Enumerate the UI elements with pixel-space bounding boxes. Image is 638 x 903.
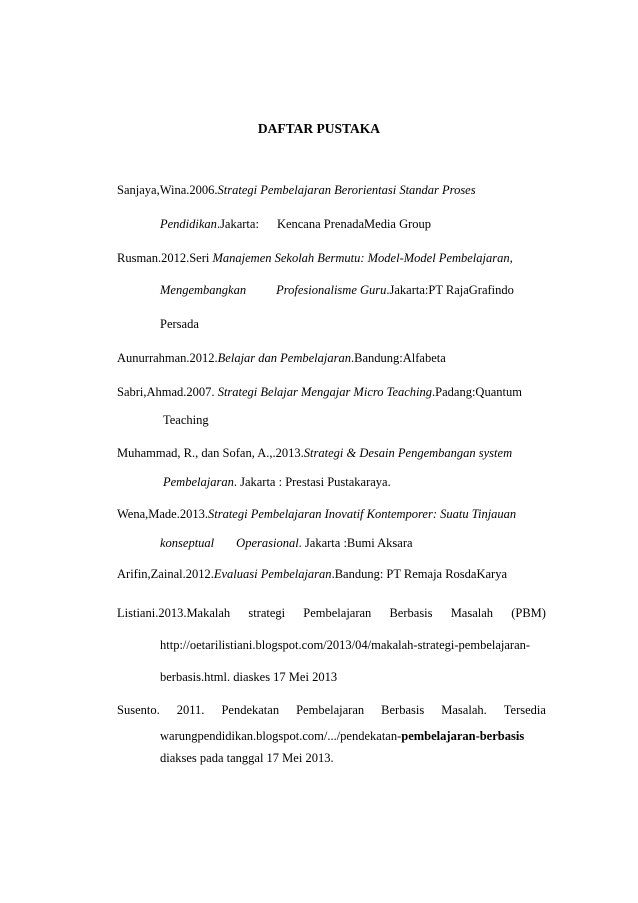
reference-7-line-1 [117, 566, 507, 582]
reference-7-publisher: .Bandung: PT Remaja RosdaKarya [331, 567, 507, 581]
reference-3-author-year: Aunurrahman.2012. [117, 351, 218, 365]
reference-3-title: Belajar dan Pembelajaran [217, 351, 351, 365]
reference-6-publisher: . Jakarta :Bumi Aksara [298, 536, 413, 550]
reference-1-line-1 [117, 182, 476, 198]
reference-6-line-1 [117, 506, 516, 522]
reference-8-word: Pembelajaran [303, 606, 372, 620]
reference-6-author-year: Wena,Made.2013. [117, 507, 208, 521]
reference-9-word: Berbasis [381, 703, 425, 717]
reference-8-word: Listiani.2013.Makalah [117, 606, 231, 620]
reference-8-word: Berbasis [389, 606, 433, 620]
reference-7-author-year: Arifin,Zainal.2012. [117, 567, 214, 581]
reference-9-access-date: diakses pada tanggal 17 Mei 2013. [160, 751, 334, 765]
reference-5-title-cont: Pembelajaran [163, 475, 234, 489]
reference-9-url: warungpendidikan.blogspot.com/.../pendekatan- [160, 729, 402, 743]
reference-5-publisher: . Jakarta : Prestasi Pustakaraya. [233, 475, 391, 489]
reference-1-line-2 [160, 216, 431, 232]
reference-5-author-year: Muhammad, R., dan Sofan, A.,.2013. [117, 446, 304, 460]
reference-3-line-1 [117, 350, 446, 366]
reference-1-title-cont: Pendidikan [160, 217, 217, 231]
reference-4-author-year: Sabri,Ahmad.2007. [117, 385, 218, 399]
reference-8-word: Masalah [450, 606, 494, 620]
reference-8-word: (PBM) [511, 606, 546, 620]
reference-8-url: http://oetarilistiani.blogspot.com/2013/04/makalah-strategi-pembelajaran- [160, 638, 531, 652]
reference-9-word: 2011. [176, 703, 205, 717]
reference-6-title-cont-a: konseptual [160, 536, 215, 550]
reference-9-word: Tersedia [503, 703, 546, 717]
reference-8-line-2 [160, 637, 530, 653]
reference-8-word: strategi [248, 606, 286, 620]
reference-9-url-bold: pembelajaran-berbasis [401, 729, 525, 743]
reference-2-title-cont-b: Profesionalisme Guru [276, 283, 387, 297]
reference-4-line-2 [163, 412, 209, 428]
reference-5-line-2 [163, 474, 391, 490]
reference-9-line-1 [117, 702, 546, 718]
reference-4-title: Strategi Belajar Mengajar Micro Teaching [217, 385, 433, 399]
reference-1-city: .Jakarta: [216, 217, 259, 231]
reference-4-line-1 [117, 384, 522, 400]
reference-2-title-cont-a: Mengembangkan [160, 283, 247, 297]
reference-5-title: Strategi & Desain Pengembangan system [303, 446, 513, 460]
reference-8-line-1 [117, 605, 546, 621]
reference-7-title: Evaluasi Pembelajaran [213, 567, 332, 581]
reference-6-title: Strategi Pembelajaran Inovatif Kontemporer: Suatu Tinjauan [207, 507, 517, 521]
reference-1-title: Strategi Pembelajaran Berorientasi Standar Proses [217, 183, 476, 197]
reference-9-word: Masalah. [441, 703, 487, 717]
reference-9-word: Susento. [117, 703, 160, 717]
reference-6-title-cont-b: Operasional [236, 536, 299, 550]
reference-4-publisher-cont: Teaching [163, 413, 209, 427]
reference-2-line-1 [117, 250, 513, 266]
reference-2-title: Manajemen Sekolah Bermutu: Model-Model Pembelajaran, [212, 251, 513, 265]
reference-2-line-3 [160, 316, 199, 332]
reference-3-publisher: .Bandung:Alfabeta [351, 351, 446, 365]
reference-1-author-year: Sanjaya,Wina.2006. [117, 183, 218, 197]
reference-2-publisher-cont: Persada [160, 317, 199, 331]
reference-2-line-2 [160, 282, 514, 298]
page-title: DAFTAR PUSTAKA [257, 121, 381, 136]
reference-2-author-year: Rusman.2012.Seri [117, 251, 213, 265]
reference-1-publisher: Kencana PrenadaMedia Group [276, 217, 432, 231]
reference-2-publisher: .Jakarta:PT RajaGrafindo [386, 283, 514, 297]
reference-8-url-cont: berbasis.html. diaskes 17 Mei 2013 [160, 670, 338, 684]
reference-9-word: Pendekatan [221, 703, 280, 717]
reference-4-publisher: .Padang:Quantum [432, 385, 522, 399]
reference-5-line-1 [117, 445, 512, 461]
reference-9-line-3 [160, 750, 334, 766]
reference-8-line-3 [160, 669, 337, 685]
reference-6-line-2 [160, 535, 413, 551]
reference-9-line-2 [160, 728, 524, 744]
reference-9-word: Pembelajaran [296, 703, 365, 717]
